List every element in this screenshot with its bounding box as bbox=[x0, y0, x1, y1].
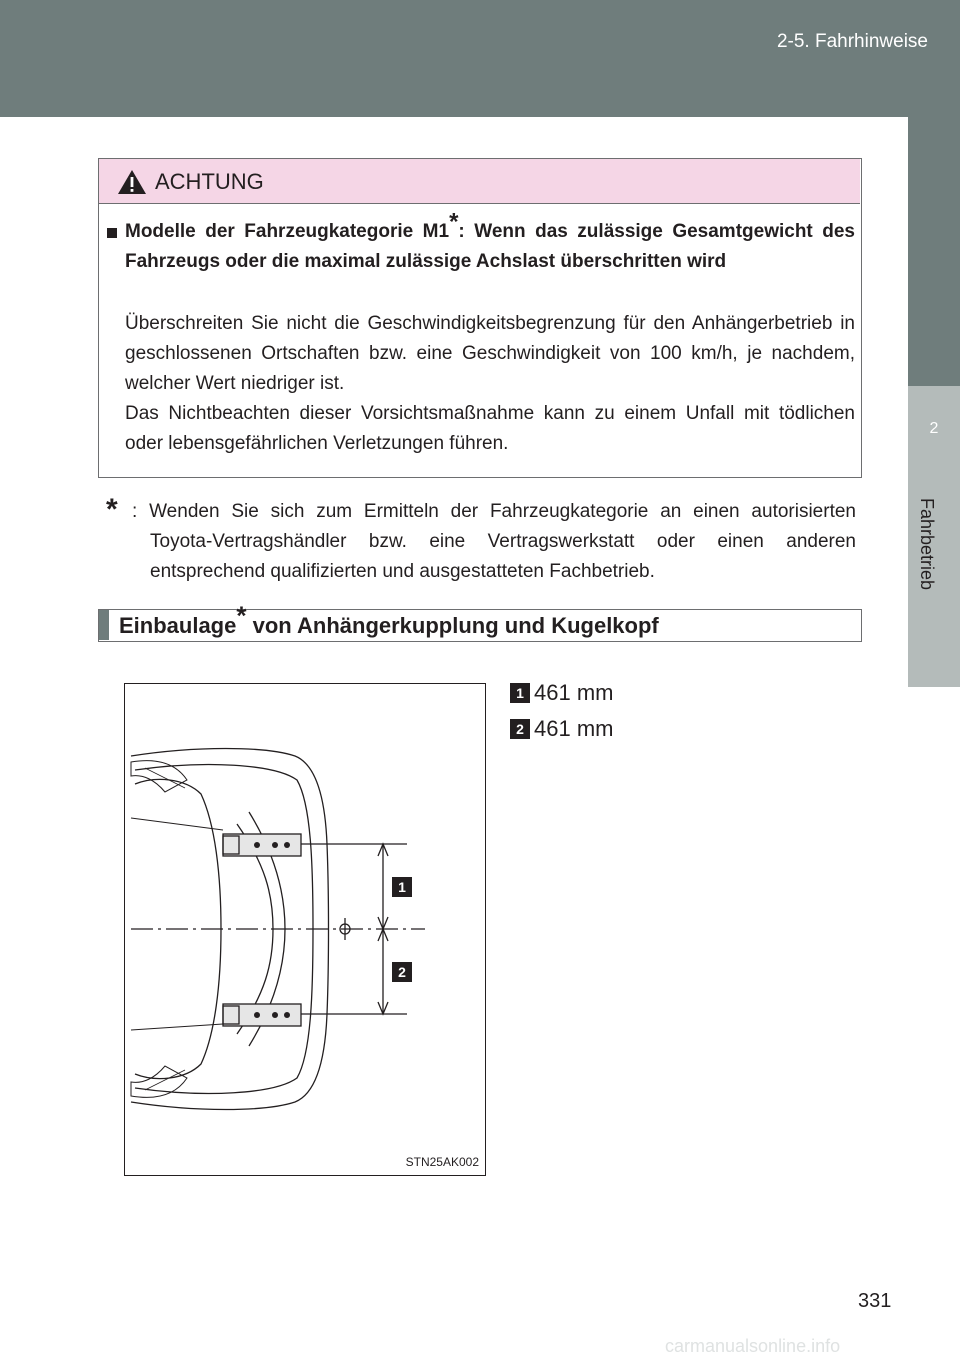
footnote bbox=[106, 493, 856, 587]
chapter-title: Fahrbetrieb bbox=[917, 498, 937, 591]
section-breadcrumb: 2-5. Fahrhinweise bbox=[776, 31, 928, 52]
caution-heading-text: Modelle der Fahrzeugkategorie M1 bbox=[125, 221, 450, 242]
bullet-square-icon bbox=[107, 228, 117, 238]
hitch-position-figure bbox=[124, 683, 486, 1176]
footnote-text: : Wenden Sie sich zum Ermitteln der Fahrzeugkategorie an einen autorisierten Toyota-Vertragshändler bzw. eine Vertragswerkstatt oder einen anderen entsprechend qualifizierten und ausgestatteten Fachbetrieb. bbox=[132, 501, 856, 582]
measurement-2 bbox=[510, 716, 613, 742]
measurement-value-2: 461 mm bbox=[534, 716, 614, 741]
lower-mounting-bracket bbox=[223, 1004, 407, 1026]
section-title-part1: Einbaulage bbox=[119, 613, 237, 638]
footnote-star: * bbox=[106, 493, 118, 526]
page-number: 331 bbox=[858, 1290, 892, 1312]
measurement-1 bbox=[510, 680, 613, 706]
caution-heading-text-cont: : Wenn das zulässige Gesamtgewicht des Fahrzeugs oder die maximal zulässige Achslast überschritten wird bbox=[125, 221, 855, 272]
caution-paragraph-consequence: Das Nichtbeachten dieser Vorsichtsmaßnahme kann zu einem Unfall mit tödlichen oder lebensgefährlichen Verletzungen führen. bbox=[125, 403, 855, 454]
header-bar bbox=[0, 0, 960, 117]
warning-triangle-icon bbox=[117, 169, 147, 195]
caution-title: ACHTUNG bbox=[155, 169, 264, 194]
section-title bbox=[119, 600, 659, 639]
figure-code: STN25AK002 bbox=[405, 1155, 479, 1169]
section-title-part2: von Anhängerkupplung und Kugelkopf bbox=[246, 613, 659, 638]
dimension-label-1: 1 bbox=[398, 879, 406, 895]
section-title-star: * bbox=[236, 600, 247, 631]
caution-paragraph-speed: Überschreiten Sie nicht die Geschwindigkeitsbegrenzung für den Anhängerbetrieb in geschlossenen Ortschaften bzw. eine Geschwindigkeit von 100 km/h, je nachdem, welcher Wert niedriger ist. bbox=[125, 313, 855, 394]
caution-box bbox=[98, 158, 862, 478]
chapter-number: 2 bbox=[929, 420, 939, 437]
measurement-badge-1: 1 bbox=[510, 683, 530, 703]
measurement-badge-2: 2 bbox=[510, 719, 530, 739]
watermark: carmanualsonline.info bbox=[665, 1336, 841, 1356]
car-rear-diagram bbox=[125, 684, 485, 1175]
chapter-tab-upper bbox=[908, 117, 960, 386]
section-accent bbox=[99, 610, 109, 640]
dimension-label-2: 2 bbox=[398, 964, 406, 980]
measurement-value-1: 461 mm bbox=[534, 680, 614, 705]
caution-heading bbox=[125, 208, 855, 277]
section-heading-bar bbox=[98, 600, 862, 642]
caution-header bbox=[99, 159, 860, 204]
caution-heading-star: * bbox=[449, 208, 459, 236]
